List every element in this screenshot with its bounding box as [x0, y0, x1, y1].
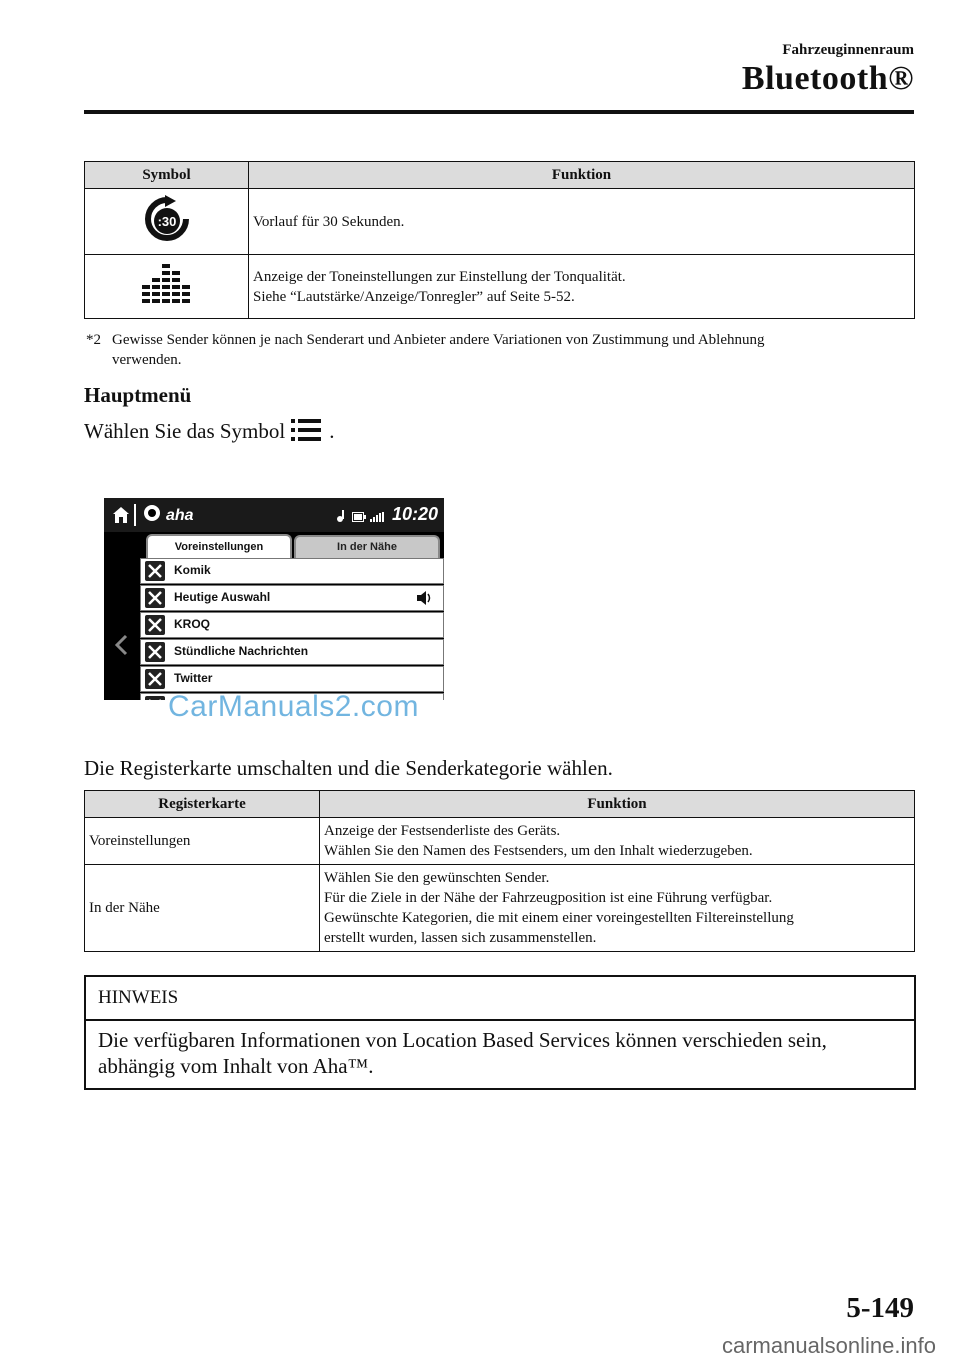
symbol-cell: [85, 255, 249, 319]
header-rule: [84, 110, 914, 114]
note-line: Die verfügbaren Informationen von Location Based Services können verschieden sein,: [98, 1028, 827, 1052]
function-line: erstellt wurden, lassen sich zusammenstellen.: [324, 930, 597, 946]
function-line: Gewünschte Kategorien, die mit einem einer voreingestellten Filtereinstellung: [324, 910, 794, 926]
function-cell: [320, 818, 915, 865]
table-header-row: [85, 162, 915, 189]
station-placeholder-icon: [145, 669, 165, 689]
section-title: Bluetooth®: [741, 60, 914, 97]
skip-forward-30-icon: [143, 195, 191, 243]
list-item[interactable]: [140, 639, 444, 665]
station-list: [140, 558, 444, 700]
list-item[interactable]: [140, 666, 444, 692]
main-menu-instruction: [84, 418, 334, 448]
tab-instruction: Die Registerkarte umschalten und die Senderkategorie wählen.: [84, 756, 613, 780]
left-pane: [104, 532, 138, 700]
station-label: Heutige Auswahl: [174, 590, 271, 604]
note-heading: HINWEIS: [98, 987, 179, 1008]
station-label: KROQ: [174, 617, 210, 631]
tab-in-der-naehe[interactable]: In der Nähe: [294, 535, 440, 558]
station-label: Twitter: [174, 671, 213, 685]
tab-cell: In der Nähe: [85, 865, 320, 952]
back-chevron-icon[interactable]: [114, 634, 128, 661]
footnote-text-continued: verwenden.: [112, 352, 182, 368]
aha-logo-icon: [144, 505, 160, 521]
table-row: [85, 865, 915, 952]
station-placeholder-icon: [145, 642, 165, 662]
speaker-icon: [417, 591, 433, 610]
function-line: Wählen Sie den gewünschten Sender.: [324, 870, 550, 886]
battery-icon: [352, 509, 366, 527]
instruction-text-end: .: [329, 418, 335, 443]
page-number: 5-149: [846, 1292, 914, 1324]
status-bar: [104, 498, 444, 532]
tab-voreinstellungen[interactable]: Voreinstellungen: [146, 534, 292, 559]
station-placeholder-icon: [145, 561, 165, 581]
table-row: [85, 818, 915, 865]
tab-cell: Voreinstellungen: [85, 818, 320, 865]
watermark: CarManuals2.com: [168, 690, 419, 723]
list-item[interactable]: [140, 558, 444, 584]
column-header-tab: Registerkarte: [85, 791, 320, 818]
station-placeholder-icon: [145, 615, 165, 635]
main-menu-heading: Hauptmenü: [84, 383, 192, 407]
station-placeholder-icon: [145, 588, 165, 608]
function-line: Wählen Sie den Namen des Festsenders, um den Inhalt wiederzugeben.: [324, 843, 753, 859]
function-cell: Vorlauf für 30 Sekunden.: [249, 189, 915, 255]
music-note-icon: [336, 509, 346, 527]
list-item[interactable]: [140, 612, 444, 638]
aha-main-menu-screen: [104, 498, 444, 700]
footer-watermark: carmanualsonline.info: [721, 1333, 936, 1358]
function-cell: [320, 865, 915, 952]
note-header: [86, 977, 914, 1021]
function-line: Siehe “Lautstärke/Anzeige/Tonregler” auf Seite 5-52.: [253, 288, 575, 305]
note-body: [98, 1027, 898, 1079]
list-menu-icon: [291, 418, 321, 448]
station-label: Komik: [174, 563, 211, 577]
function-line: Anzeige der Toneinstellungen zur Einstellung der Tonqualität.: [253, 268, 626, 285]
station-label: Stündliche Nachrichten: [174, 644, 309, 658]
list-item[interactable]: [140, 585, 444, 611]
station-placeholder-icon: [145, 696, 165, 700]
table-header-row: [85, 791, 915, 818]
column-header-function: Funktion: [320, 791, 915, 818]
clock: 10:20: [391, 504, 438, 524]
function-cell: [249, 255, 915, 319]
equalizer-icon: [140, 262, 194, 306]
footnote-mark: *2: [86, 332, 101, 348]
footnote-text: Gewisse Sender können je nach Senderart und Anbieter andere Variationen von Zustimmung und Ablehnung: [112, 332, 765, 348]
home-icon[interactable]: [112, 506, 130, 529]
instruction-text: Wählen Sie das Symbol: [84, 418, 286, 443]
note-line: abhängig vom Inhalt von Aha™.: [98, 1054, 374, 1078]
chapter-label: Fahrzeuginnenraum: [782, 42, 914, 58]
symbol-cell: [85, 189, 249, 255]
divider: [134, 504, 136, 526]
symbol-table: [84, 161, 915, 319]
column-header-symbol: Symbol: [85, 162, 249, 189]
app-name: aha: [166, 507, 194, 524]
table-row: [85, 189, 915, 255]
note-box: [84, 975, 916, 1090]
function-line: Anzeige der Festsenderliste des Geräts.: [324, 823, 561, 839]
footnote: [86, 330, 916, 370]
tab-table: [84, 790, 915, 952]
table-row: [85, 255, 915, 319]
function-line: Für die Ziele in der Nähe der Fahrzeugposition ist eine Führung verfügbar.: [324, 890, 773, 906]
column-header-function: Funktion: [249, 162, 915, 189]
signal-strength-icon: [370, 509, 384, 527]
svg-text::30: :30: [157, 213, 176, 229]
